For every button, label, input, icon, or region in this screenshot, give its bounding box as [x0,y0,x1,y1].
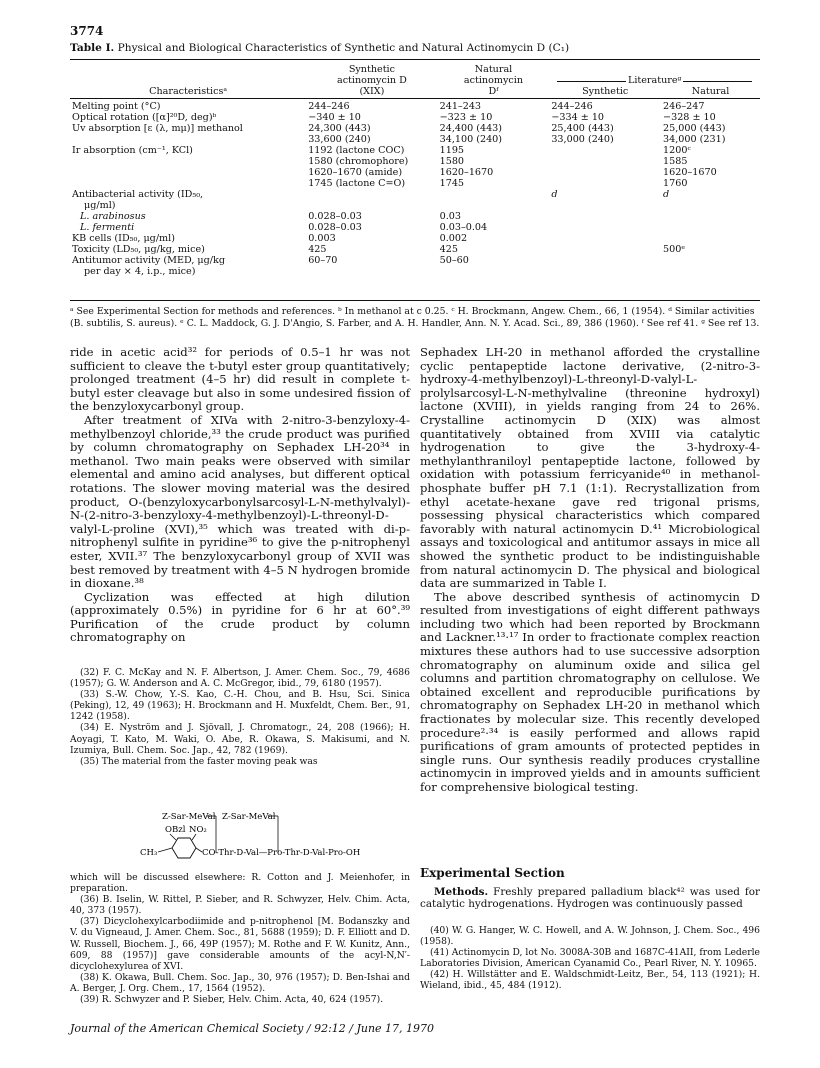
header-lit-synthetic: Synthetic [582,86,629,97]
table-caption [70,42,760,54]
table-header-rule [70,98,760,99]
row-synthetic: 33,600 (240) [308,134,371,145]
header-lit-natural: Natural [691,86,730,97]
row-lit-synthetic [549,266,661,277]
header-synthetic-1: Synthetic [348,64,395,75]
table-header-row-1 [70,64,760,75]
left-references-1 [70,667,410,767]
journal-footer: Journal of the American Chemical Society / 92:12 / June 17, 1970 [70,1022,435,1035]
row-synthetic [306,200,437,211]
row-lit-synthetic [549,178,661,189]
row-natural [438,266,550,277]
row-lit-synthetic: 33,000 (240) [551,134,614,145]
reference-42: (42) H. Willstätter and E. Waldschmidt-Leitz, Ber., 54, 113 (1921); H. Wieland, ibid., 45, 484 (1912). [420,969,760,992]
reference-35: (35) The material from the faster moving peak was [80,755,318,767]
row-lit-synthetic [549,211,661,222]
section-title: Experimental Section [420,866,565,880]
table-row [70,244,760,255]
row-label [70,134,306,145]
reference-32: (32) F. C. McKay and N. F. Albertson, J. Amer. Chem. Soc., 79, 4686 (1957); G. W. Anderson and A. C. McGregor, ibid., 79, 6180 (1957). [70,667,410,690]
row-natural: −323 ± 10 [439,112,493,123]
left-paragraph-2: After treatment of XIVa with 2-nitro-3-benzyloxy-4-methylbenzoyl chloride,³³ the crude product was purified by column chromatography on Sephadex LH-20³⁴ in methanol. Two main peaks were observed with similar elemental and amino acid analyses, but different optical rotations. The slower moving material was the desired product, O-(benzyloxycarbonylsarcosyl-L-N-methylvalyl)-N-(2-nitro-3-benzyloxy-4-methylbenzoyl)-L-threonyl-D-valyl-L-proline (XVI),³⁵ which was treated with di-p-nitrophenyl sulfite in pyridine³⁶ to give the p-nitrophenyl ester, XVII.³⁷ The benzyloxycarbonyl group of XVII was best removed by treatment with 4–5 N hydrogen bromide in dioxane.³⁸ [70,412,410,591]
row-natural: 0.03 [439,211,461,222]
row-label: Ir absorption (cm⁻¹, KCl) [72,145,193,156]
row-label: Optical rotation ([α]²⁰D, deg)ᵇ [72,112,217,123]
row-lit-natural: d [663,189,670,200]
row-lit-synthetic [549,233,661,244]
row-synthetic: 24,300 (443) [308,123,371,134]
row-label [70,156,306,167]
header-natural-1: Natural [474,64,513,75]
row-label: Antibacterial activity (ID₅₀, [72,189,204,200]
header-natural-2: actinomycin [463,75,524,86]
table-top-rule [70,59,760,60]
row-lit-natural [661,266,760,277]
table-caption-label: Table I. [70,42,115,54]
row-synthetic: 0.028–0.03 [308,211,362,222]
right-paragraph-2: The above described synthesis of actinomycin D resulted from investigations of eight different pathways including two which had been reported by Brockmann and Lackner.¹³·¹⁷ In order to fractionate complex reaction mixtures these authors had to use successive adsorption chromatography on aluminum oxide and silica gel columns and partition chromatography on cellulose. We obtained excellent and reproducible purifications by chromatography on Sephadex LH-20 in methanol which fractionates by molecular size. This recently developed procedure²·³⁴ is easily performed and allows rapid purifications of gram amounts of protected peptides in single runs. Our synthesis readily produces crystalline actinomycin in improved yields and in amounts sufficient for comprehensive biological testing. [420,589,760,794]
header-synthetic-2: actinomycin D [336,75,407,86]
table-caption-text: Physical and Biological Characteristics of Synthetic and Natural Actinomycin D (C₁) [117,42,570,54]
header-literature [549,75,760,86]
methods-paragraph [420,886,760,911]
row-label: per day × 4, i.p., mice) [84,266,196,277]
row-lit-natural [661,211,760,222]
row-lit-natural: 1760 [663,178,688,189]
experimental-section [420,866,760,911]
row-lit-natural: −328 ± 10 [663,112,716,123]
row-lit-synthetic [549,244,661,255]
row-lit-natural [661,200,760,211]
row-synthetic: 1580 (chromophore) [308,156,409,167]
table-bottom-rule [70,300,760,301]
table-row [70,156,760,167]
reference-33: (33) S.-W. Chow, Y.-S. Kao, C.-H. Chou, and B. Hsu, Sci. Sinica (Peking), 12, 49 (1963); H. Brockmann and H. Muxfeldt, Chem. Ber., 91, 1242 (1958). [70,689,410,723]
table-row [70,112,760,123]
right-column-text [420,346,760,795]
row-lit-synthetic [549,156,661,167]
row-lit-synthetic [549,145,661,156]
row-lit-synthetic [549,167,661,178]
row-label: Toxicity (LD₅₀, μg/kg, mice) [72,244,205,255]
row-label: L. arabinosus [80,211,146,222]
row-label: Antitumor activity (MED, μg/kg [72,255,225,266]
structure-drawing [70,808,410,870]
row-natural: 1195 [439,145,465,156]
row-synthetic: 1192 (lactone COC) [308,145,405,156]
row-lit-synthetic [549,200,661,211]
row-natural: 24,400 (443) [439,123,503,134]
row-lit-synthetic [549,255,661,266]
header-natural-3: Dᶠ [488,86,499,97]
header-characteristics: Characteristicsᵃ [149,86,228,97]
left-references-2 [70,872,410,1005]
reference-34: (34) E. Nyström and J. Sjövall, J. Chromatogr., 24, 208 (1966); H. Aoyagi, T. Kato, M. Waki, O. Abe, R. Okawa, S. Makisumi, and N. Izumiya, Bull. Chem. Soc. Jap., 42, 782 (1969). [70,722,410,756]
row-lit-natural [661,255,760,266]
reference-36: (36) B. Iselin, W. Rittel, P. Sieber, and R. Schwyzer, Helv. Chim. Acta, 40, 373 (1957). [70,894,410,917]
methods-label: Methods. [434,886,489,898]
table-row [70,178,760,189]
right-paragraph-1: Sephadex LH-20 in methanol afforded the crystalline cyclic pentapeptide lactone derivative, (2-nitro-3-hydroxy-4-methylbenzoyl)-L-threonyl-D-valyl-L-prolylsarcosyl-L-N-methylvaline (threonine hydroxyl) lactone (XVIII), in yields ranging from 24 to 26%. Crystalline actinomycin D (XIX) was almost quantitatively obtained from XVIII via catalytic hydrogenation to give the 3-hydroxy-4-methylanthraniloyl pentapeptide lactone, followed by oxidation with potassium ferricyanide⁴⁰ in methanol-phosphate buffer pH 7.1 (1:1). Recrystallization from ethyl acetate-hexane gave red trigonal prisms, possessing physical characteristics which compared favorably with natural actinomycin D.⁴¹ Microbiological assays and toxicological and antitumor assays in mice all showed the synthetic product to be indistinguishable from natural actinomycin D. The physical and biological data are summarized in Table I. [420,345,760,591]
table-header-row-3 [70,86,760,97]
left-paragraph-1: ride in acetic acid³² for periods of 0.5–1 hr was not sufficient to cleave the t-butyl ester group quantitatively; prolonged treatment (4–5 hr) did result in complete t-butyl ester cleavage but also in some undesired fission of the benzyloxycarbonyl group. [70,345,410,414]
row-synthetic: −340 ± 10 [308,112,361,123]
row-natural: 50–60 [439,255,469,266]
chemical-structure [70,808,410,868]
reference-37: (37) Dicyclohexylcarbodiimide and p-nitrophenol [M. Bodanszky and V. du Vigneaud, J. Amer. Chem. Soc., 81, 5688 (1959); D. F. Elliott and D. W. Russell, Biochem. J., 66, 49P (1957); M. Rothe and F. W. Kunitz, Ann., 609, 88 (1957)] gave considerable amounts of the acyl-N,N′-dicyclohexylurea of XVI. [70,916,410,972]
right-references [420,925,760,992]
row-lit-synthetic [549,222,661,233]
reference-35-cont: which will be discussed elsewhere: R. Cotton and J. Meienhofer, in preparation. [70,872,410,895]
row-lit-natural: 1620–1670 [663,167,717,178]
reference-40: (40) W. G. Hanger, W. C. Howell, and A. W. Johnson, J. Chem. Soc., 496 (1958). [420,925,760,948]
row-label: μg/ml) [84,200,116,211]
row-lit-natural: 500ᵉ [663,244,686,255]
table-row [70,134,760,145]
row-lit-natural [661,233,760,244]
row-natural: 0.03–0.04 [439,222,488,233]
row-natural: 425 [439,244,458,255]
row-natural: 0.002 [439,233,468,244]
row-label: KB cells (ID₅₀, μg/ml) [72,233,175,244]
row-lit-synthetic: 244–246 [551,101,593,112]
row-natural: 1745 [439,178,465,189]
row-synthetic [306,189,437,200]
table-row [70,189,760,200]
header-synthetic-3: (XIX) [359,86,385,97]
row-lit-natural [661,222,760,233]
table-row [70,167,760,178]
row-lit-natural: 25,000 (443) [663,123,726,134]
left-paragraph-3: Cyclization was effected at high dilution (approximately 0.5%) in pyridine for 6 hr at 60°.³⁹ Purification of the crude product by column chromatography on [70,589,410,645]
row-label: Uv absorption [ε (λ, mμ)] methanol [72,123,243,134]
left-column-text [70,346,410,645]
row-synthetic: 0.003 [308,233,336,244]
row-label [70,167,306,178]
row-synthetic: 1620–1670 (amide) [308,167,403,178]
page-number: 3774 [70,24,104,38]
row-lit-natural: 1585 [663,156,688,167]
reference-41: (41) Actinomycin D, lot No. 3008A-30B and 1687C-41AII, from Lederle Laboratories Division, American Cyanamid Co., Pearl River, N. Y. 10965. [420,947,760,970]
row-natural: 1580 [439,156,465,167]
table-row [70,200,760,211]
row-natural: 34,100 (240) [439,134,503,145]
reference-39: (39) R. Schwyzer and P. Sieber, Helv. Chim. Acta, 40, 624 (1957). [80,994,384,1006]
row-natural [438,189,550,200]
row-synthetic: 60–70 [308,255,338,266]
row-natural: 241–243 [439,101,482,112]
characteristics-table [70,64,760,277]
table-row [70,266,760,277]
row-synthetic [306,266,437,277]
row-synthetic: 0.028–0.03 [308,222,362,233]
row-synthetic: 1745 (lactone C=O) [308,178,406,189]
row-lit-natural: 34,000 (231) [663,134,726,145]
table-row [70,222,760,233]
header-literature-label: Literatureᵍ [627,75,682,86]
struct-ch3: CH₃ [140,848,158,858]
struct-obzl: OBzl [165,825,186,835]
row-lit-natural: 1200ᶜ [663,145,691,156]
row-synthetic: 425 [308,244,327,255]
benzene-ring-icon [172,838,196,858]
row-label: L. fermenti [80,222,135,233]
methods-text: Freshly prepared palladium black⁴² was used for catalytic hydrogenations. Hydrogen was continuously passed [420,886,760,911]
table-row [70,233,760,244]
table-row [70,101,760,112]
table-row [70,123,760,134]
row-natural [438,200,550,211]
row-lit-natural: 246–247 [663,101,705,112]
struct-chain: CO-Thr-D-Val—Pro-Thr-D-Val-Pro-OH [202,848,361,858]
row-label: Melting point (°C) [72,101,161,112]
struct-top-left: Z-Sar-MeVal [162,812,216,822]
row-lit-synthetic: −334 ± 10 [551,112,605,123]
table-row [70,255,760,266]
row-lit-synthetic: d [551,189,558,200]
table-header-row-2 [70,75,760,86]
row-synthetic: 244–246 [308,101,350,112]
struct-top-right: Z-Sar-MeVal [222,812,276,822]
row-label [70,178,306,189]
struct-no2: NO₂ [189,825,207,835]
table-footnotes: ᵃ See Experimental Section for methods and references. ᵇ In methanol at c 0.25. ᶜ H. Brockmann, Angew. Chem., 66, 1 (1954). ᵈ Similar activities (B. subtilis, S. aureus). ᵉ C. L. Maddock, G. J. D'Angio, S. Farber, and A. H. Handler, Ann. N. Y. Acad. Sci., 89, 386 (1960). ᶠ See ref 41. ᵍ See ref 13. [70,306,760,329]
table-row [70,211,760,222]
row-lit-synthetic: 25,400 (443) [551,123,614,134]
table-row [70,145,760,156]
reference-38: (38) K. Okawa, Bull. Chem. Soc. Jap., 30, 976 (1957); D. Ben-Ishai and A. Berger, J. Org. Chem., 17, 1564 (1952). [70,971,410,994]
row-natural: 1620–1670 [439,167,494,178]
